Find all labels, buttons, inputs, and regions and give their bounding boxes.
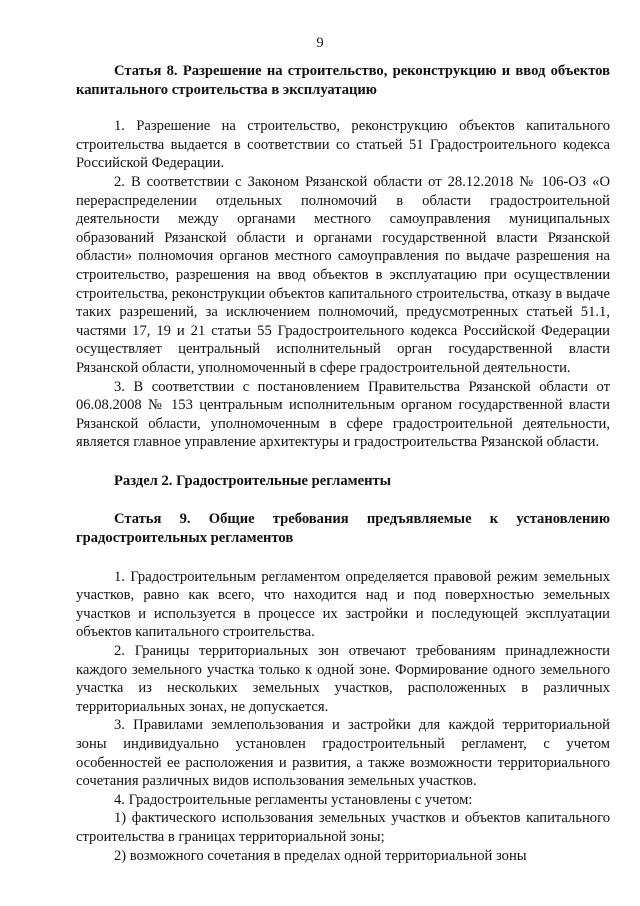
article-9-paragraph-1: 1. Градостроительным регламентом определяется правовой режим земельных участков, равно как всего, что находится над и под поверхностью земельных участков и используется в процессе их застройки и последующей эксплуатации объектов капитального строительства.: [76, 568, 610, 641]
article-8-heading: Статья 8. Разрешение на строительство, реконструкцию и ввод объектов капитального строительства в эксплуатацию: [76, 63, 610, 98]
article-8-paragraph-2: 2. В соответствии с Законом Рязанской области от 28.12.2018 № 106-ОЗ «О перераспределении отдельных полномочий в области градостроительной деятельности между органами местного самоуправления муниципальных образований Рязанской области и органами государственной власти Рязанской области» полномочия органов местного самоуправления по выдаче разрешения на строительство, разрешения на ввод объектов в эксплуатацию при осуществлении строительства, реконструкции объектов капитального строительства, отказу в выдаче таких разрешений, за исключением полномочий, предусмотренных статьей 51.1, частями 17, 19 и 21 статьи 55 Градостроительного кодекса Российской Федерации осуществляет центральный исполнительный орган государственной власти Рязанской области, уполномоченный в сфере градостроительной деятельности.: [76, 173, 610, 376]
page-content: [76, 62, 610, 865]
section-2-heading: Раздел 2. Градостроительные регламенты: [114, 472, 392, 489]
article-9-heading: Статья 9. Общие требования предъявляемые к установлению градостроительных регламентов: [76, 511, 610, 547]
article-9-paragraph-4: 4. Градостроительные регламенты установлены с учетом:: [114, 791, 473, 808]
page-number: 9: [316, 35, 324, 51]
article-9-list-item-1: 1) фактического использования земельных участков и объектов капитального строительства в границах территориальной зоны;: [76, 810, 610, 845]
article-9-list-item-2: 2) возможного сочетания в пределах одной территориальной зоны: [114, 847, 527, 864]
article-9-paragraph-2: 2. Границы территориальных зон отвечают требованиям принадлежности каждого земельного участка только к одной зоне. Формирование одного земельного участка из нескольких земельных участков, расположенных в различных территориальных зонах, не допускается.: [76, 643, 610, 715]
article-8-paragraph-1: 1. Разрешение на строительство, реконструкцию объектов капитального строительства выдается в соответствии со статьей 51 Градостроительного кодекса Российской Федерации.: [76, 118, 610, 172]
article-9-paragraph-3: 3. Правилами землепользования и застройки для каждой территориальной зоны индивидуально установлен градостроительный регламент, с учетом особенностей ее расположения и развития, а также возможности территориального сочетания различных видов использования земельных участков.: [76, 717, 610, 790]
article-8-paragraph-3: 3. В соответствии с постановлением Правительства Рязанской области от 06.08.2008 № 153 центральным исполнительным органом государственной власти Рязанской области, уполномоченным в сфере градостроительной деятельности, является главное управление архитектуры и градостроительства Рязанской области.: [76, 378, 610, 451]
